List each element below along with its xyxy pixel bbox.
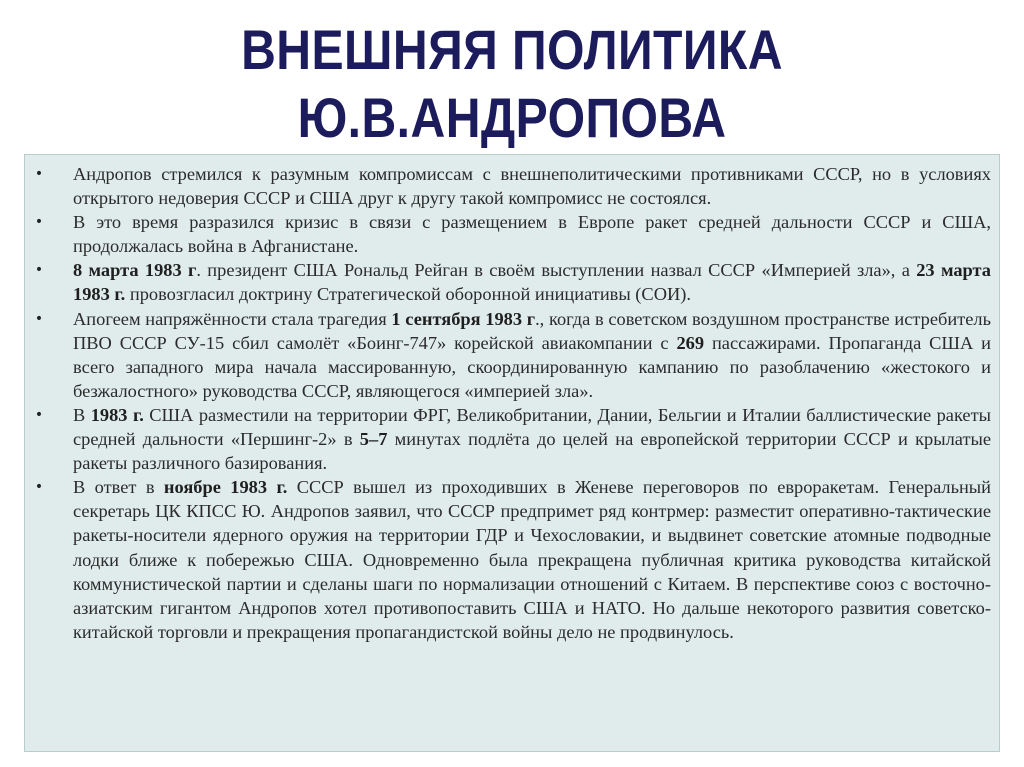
bullet-emphasis-text: 269 xyxy=(676,332,705,353)
slide-title-line-1: ВНЕШНЯЯ ПОЛИТИКА xyxy=(241,18,783,81)
bullet-text: Апогеем напряжённости стала трагедия xyxy=(73,308,392,329)
bullet-dot-icon: • xyxy=(34,166,44,182)
bullet-text: пассажирами. Пропаганда США и всего западного мира начала массированную, скоординированную кампанию по разоблачению «жестокого и безжалостного» руководства СССР, являющегося «империей зла». xyxy=(73,332,992,401)
bullet-text: Андропов стремился к разумным компромиссам с внешнеполитическими противниками СССР, но в условиях открытого недоверия СССР и США друг к другу такой компромисс не состоялся. xyxy=(73,164,991,209)
bullet-text: СССР вышел из проходивших в Женеве переговоров по евроракетам. Генеральный секретарь ЦК КПСС Ю. Андропов заявил, что СССР предпримет ряд контрмер: разместит оперативно-тактические ракеты-носители ядерного оружия на территории ГДР и Чехословакии, и выдвинет советские атомные подводные лодки ближе к побережью США. Одновременно была прекращена публичная критика руководства китайской коммунистической партии и сделаны шаги по нормализации отношений с Китаем. В перспективе союз с восточно-азиатским гигантом Андропов хотел противопоставить США и НАТО. Но дальше некоторого развития советско-китайской торговли и прекращения пропагандистской войны дело не продвинулось. xyxy=(73,477,991,642)
bullet-item xyxy=(25,307,1001,403)
bullet-dot-icon: • xyxy=(34,406,44,423)
bullet-text: ., когда в советском воздушном пространстве истребитель ПВО СССР СУ-15 сбил самолёт «Боинг-747» корейской авиакомпании с xyxy=(73,308,991,353)
content-box xyxy=(24,154,1000,752)
bullet-dot-icon: • xyxy=(34,310,44,327)
bullet-emphasis-text: 5–7 xyxy=(359,429,388,450)
bullet-text: В ответ в xyxy=(73,477,164,498)
bullet-item xyxy=(25,403,1001,475)
bullet-item xyxy=(25,162,1001,210)
bullet-emphasis-text: 1 сентября 1983 г xyxy=(391,308,536,329)
bullet-item xyxy=(25,210,1001,258)
bullet-dot-icon: • xyxy=(34,214,44,231)
bullet-dot-icon: • xyxy=(34,479,44,496)
slide-title-line-2: Ю.В.АНДРОПОВА xyxy=(297,86,727,149)
bullet-emphasis-text: 8 марта 1983 г xyxy=(73,260,197,281)
bullet-text: минутах подлёта до целей на европейской территории СССР и крылатые ракеты различного базирования. xyxy=(73,429,992,474)
bullet-text: США разместили на территории ФРГ, Великобритании, Дании, Бельгии и Италии баллистические ракеты средней дальности «Першинг-2» в xyxy=(73,404,991,450)
bullet-emphasis-text: 1983 г. xyxy=(90,404,144,425)
bullet-text: провозгласил доктрину Стратегической оборонной инициативы (СОИ). xyxy=(125,284,691,305)
bullet-list xyxy=(25,162,1001,644)
bullet-item xyxy=(25,258,1001,306)
bullet-text: . президент США Рональд Рейган в своём выступлении назвал СССР «Империей зла», а xyxy=(196,260,917,281)
bullet-text: В xyxy=(73,404,91,425)
slide-title xyxy=(72,0,953,150)
bullet-emphasis-text: ноябре 1983 г. xyxy=(163,477,288,498)
bullet-text: В это время разразился кризис в связи с размещением в Европе ракет средней дальности СССР и США, продолжалась война в Афганистане. xyxy=(73,212,991,257)
bullet-dot-icon: • xyxy=(34,262,44,279)
bullet-emphasis-text: 23 марта 1983 г. xyxy=(73,260,991,305)
bullet-item xyxy=(25,475,1001,644)
